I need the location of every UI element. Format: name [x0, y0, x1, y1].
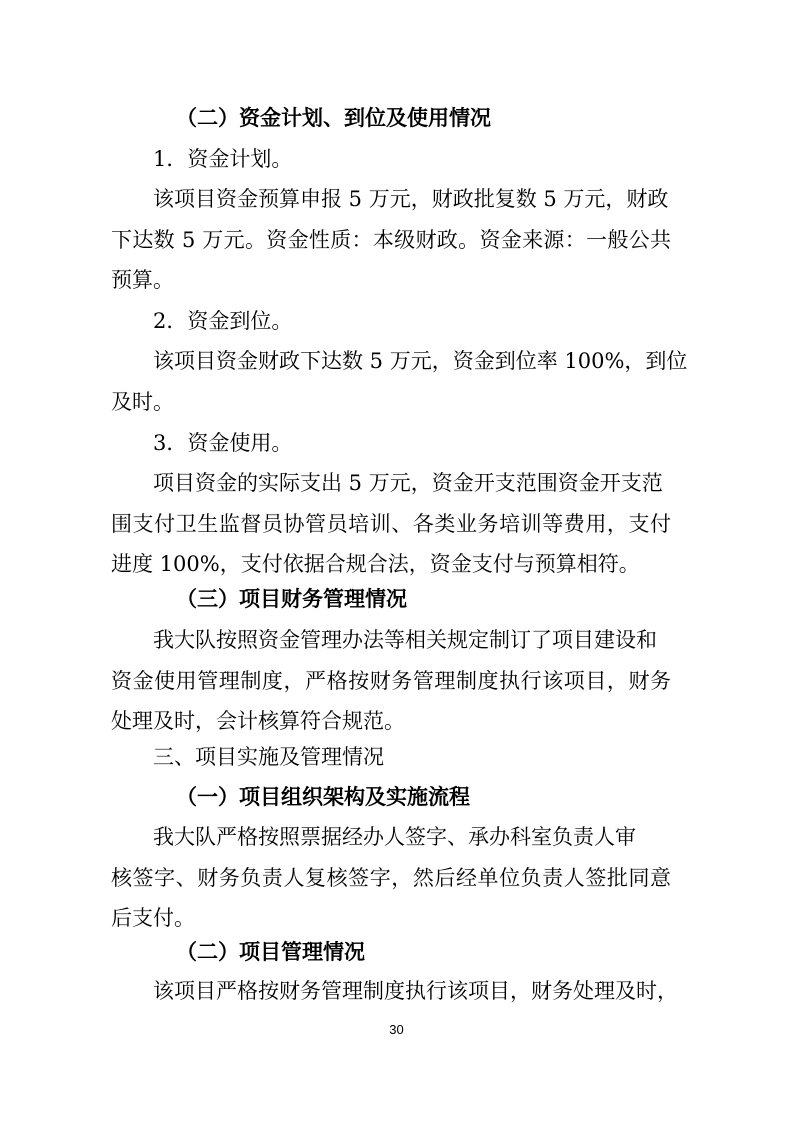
item-2-title: 2．资金到位。	[153, 309, 293, 333]
heading-funds-plan: （二）资金计划、到位及使用情况	[176, 106, 491, 130]
paragraph-line: 预算。	[111, 268, 174, 292]
item-3-title: 3．资金使用。	[153, 431, 293, 455]
paragraph-line: 该项目严格按财务管理制度执行该项目，财务处理及时，	[153, 979, 678, 1003]
heading-organization: （一）项目组织架构及实施流程	[176, 785, 470, 809]
paragraph-line: 项目资金的实际支出 5 万元，资金开支范围资金开支范	[153, 471, 663, 495]
item-1-title: 1．资金计划。	[153, 147, 293, 171]
heading-project-management: （二）项目管理情况	[176, 940, 365, 964]
paragraph-line: 及时。	[111, 390, 174, 414]
heading-financial-management: （三）项目财务管理情况	[176, 587, 407, 611]
paragraph-line: 处理及时，会计核算符合规范。	[111, 709, 405, 733]
heading-implementation: 三、项目实施及管理情况	[153, 745, 384, 769]
paragraph-line: 该项目资金预算申报 5 万元，财政批复数 5 万元，财政	[153, 187, 669, 211]
paragraph-line: 我大队按照资金管理办法等相关规定制订了项目建设和	[153, 628, 657, 652]
paragraph-line: 资金使用管理制度，严格按财务管理制度执行该项目，财务	[111, 669, 671, 693]
paragraph-line: 进度 100%，支付依据合规合法，资金支付与预算相符。	[111, 552, 640, 576]
paragraph-line: 该项目资金财政下达数 5 万元，资金到位率 100%，到位	[153, 349, 688, 373]
paragraph-line: 我大队严格按照票据经办人签字、承办科室负责人审	[153, 825, 636, 849]
page-number: 30	[389, 1022, 404, 1037]
paragraph-line: 后支付。	[111, 906, 195, 930]
paragraph-line: 下达数 5 万元。资金性质：本级财政。资金来源：一般公共	[111, 228, 671, 252]
paragraph-line: 核签字、财务负责人复核签字，然后经单位负责人签批同意	[111, 866, 671, 890]
paragraph-line: 围支付卫生监督员协管员培训、各类业务培训等费用，支付	[111, 512, 671, 536]
